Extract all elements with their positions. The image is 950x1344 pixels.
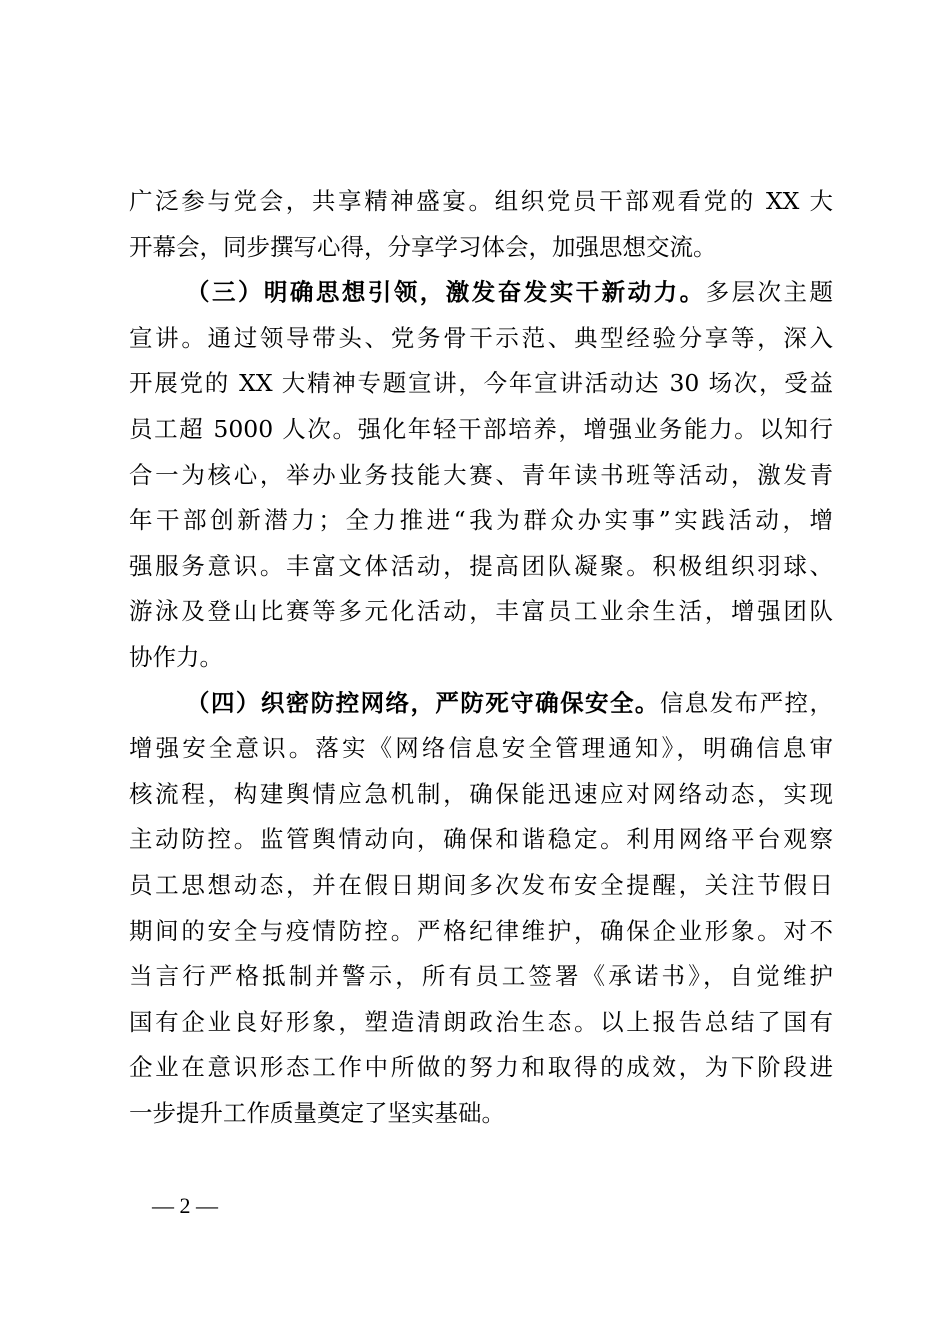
text-line: 主动防控。监管舆情动向，确保和谐稳定。利用网络平台观察: [129, 825, 833, 854]
document-body: [129, 179, 833, 1136]
paragraph-section-3: [129, 270, 833, 680]
text-line: 协作力。: [129, 642, 223, 671]
text-line: 期间的安全与疫情防控。严格纪律维护，确保企业形象。对不: [129, 916, 833, 945]
text-line: 宣讲。通过领导带头、党务骨干示范、典型经验分享等，深入: [129, 323, 833, 352]
text-line: 强服务意识。丰富文体活动，提高团队凝聚。积极组织羽球、: [129, 551, 833, 580]
text-line: 增强安全意识。落实《网络信息安全管理通知》，明确信息审: [129, 734, 833, 763]
paragraph-section-4: [129, 681, 833, 1137]
text-line: 一步提升工作质量奠定了坚实基础。: [129, 1098, 505, 1127]
text-line: 开展党的 XX 大精神专题宣讲，今年宣讲活动达 30 场次，受益: [129, 369, 833, 398]
text-line: 开幕会，同步撰写心得，分享学习体会，加强思想交流。: [129, 232, 717, 261]
text-line: 员工超 5000 人次。强化年轻干部培养，增强业务能力。以知行: [129, 414, 833, 443]
text-line: 当言行严格抵制并警示，所有员工签署《承诺书》，自觉维护: [129, 962, 833, 991]
section-first-line: [129, 681, 833, 727]
paragraph-continuation: [129, 179, 833, 270]
section-first-line-rest: 信息发布严控，: [659, 688, 833, 717]
text-line: 企业在意识形态工作中所做的努力和取得的成效，为下阶段进: [129, 1053, 833, 1082]
text-line: 核流程，构建舆情应急机制，确保能迅速应对网络动态，实现: [129, 779, 833, 808]
text-line: 合一为核心，举办业务技能大赛、青年读书班等活动，激发青: [129, 460, 833, 489]
section-heading-4: （四）织密防控网络，严防死守确保安全。: [186, 688, 660, 717]
text-line: 年干部创新潜力；全力推进“我为群众办实事”实践活动，增: [129, 506, 833, 535]
text-line: 游泳及登山比赛等多元化活动，丰富员工业余生活，增强团队: [129, 597, 833, 626]
section-first-line: [129, 270, 833, 316]
section-first-line-rest: 多层次主题: [705, 278, 834, 307]
section-heading-3: （三）明确思想引领，激发奋发实干新动力。: [186, 278, 706, 307]
text-line: 广泛参与党会，共享精神盛宴。组织党员干部观看党的 XX 大: [129, 187, 833, 215]
text-line: 员工思想动态，并在假日期间多次发布安全提醒，关注节假日: [129, 870, 833, 899]
text-line: 国有企业良好形象，塑造清朗政治生态。以上报告总结了国有: [129, 1007, 833, 1036]
page-number: — 2 —: [152, 1193, 218, 1218]
